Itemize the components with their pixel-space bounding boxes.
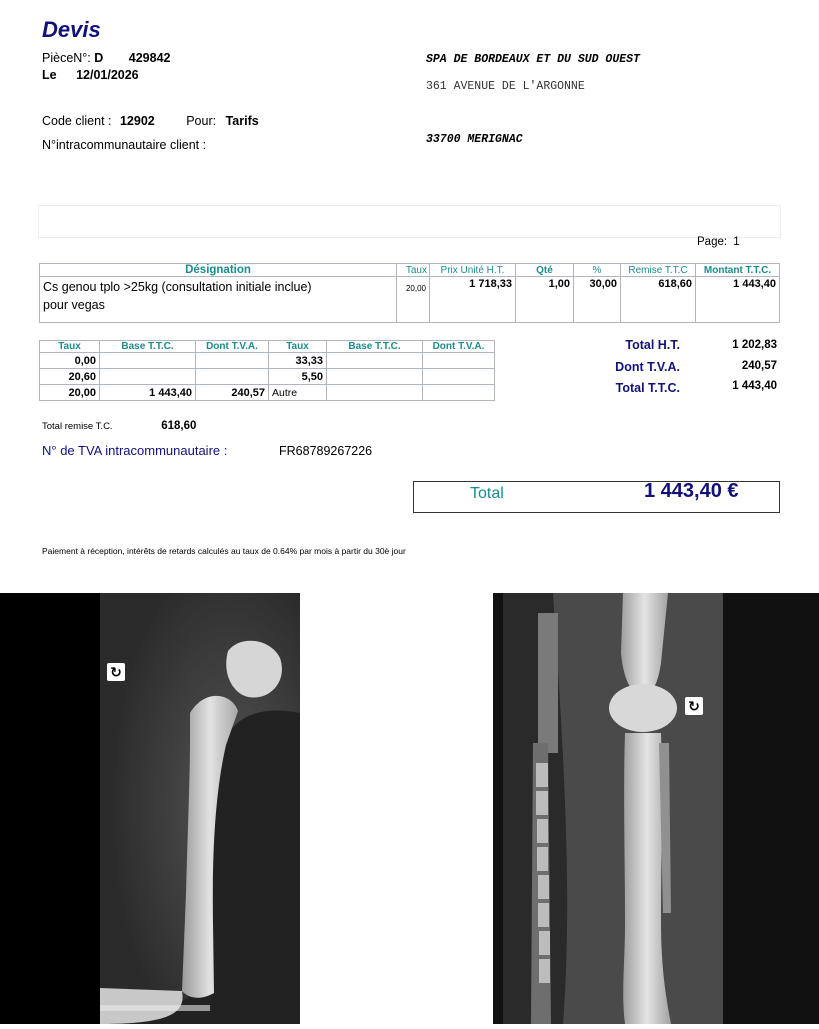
piece-value: 429842 xyxy=(128,51,171,65)
designation-line-2: pour vegas xyxy=(43,298,105,312)
cell-montant: 1 443,40 xyxy=(696,277,780,323)
xray-frontal-leg-image xyxy=(493,593,819,1024)
col-remise: Remise T.T.C xyxy=(621,264,696,277)
cell-taux: 20,00 xyxy=(397,277,430,323)
refresh-icon: ↻ xyxy=(110,665,122,681)
client-code xyxy=(42,114,259,128)
table-row xyxy=(40,385,495,401)
page-label: Page: xyxy=(697,236,728,248)
vat-col-base-1: Base T.T.C. xyxy=(100,341,196,353)
empty-box xyxy=(38,205,781,238)
vat-header-row xyxy=(40,341,495,353)
total-remise xyxy=(42,420,196,432)
vat-base xyxy=(327,369,423,385)
col-montant: Montant T.T.C. xyxy=(696,264,780,277)
cell-designation xyxy=(40,277,397,323)
col-taux: Taux xyxy=(397,264,430,277)
vat-taux: 20,00 xyxy=(40,385,100,401)
total-ht-value: 1 202,83 xyxy=(732,339,777,351)
vat-base xyxy=(327,385,423,401)
vat-tva xyxy=(423,385,495,401)
refresh-icon: ↻ xyxy=(688,699,700,715)
vat-tva xyxy=(196,369,269,385)
piece-number xyxy=(42,51,171,65)
for-value: Tarifs xyxy=(225,114,259,128)
vat-base xyxy=(100,353,196,369)
vat-tva xyxy=(196,353,269,369)
col-pct: % xyxy=(574,264,621,277)
total-ht-label: Total H.T. xyxy=(625,338,680,352)
col-prix: Prix Unité H.T. xyxy=(430,264,516,277)
xray-frontal-leg xyxy=(493,593,819,1024)
total-tva-value: 240,57 xyxy=(741,360,777,372)
piece-prefix: D xyxy=(94,51,104,65)
page-title: Devis xyxy=(42,17,101,42)
vat-taux: 33,33 xyxy=(269,353,327,369)
vat-col-tva-2: Dont T.V.A. xyxy=(423,341,495,353)
payment-note: Paiement à réception, intérêts de retards calculés au taux de 0.64% par mois à partir du 30è jour xyxy=(42,546,406,556)
table-row xyxy=(40,277,780,323)
intra-client-label: N°intracommunautaire client : xyxy=(42,138,207,152)
items-header-row xyxy=(40,264,780,277)
page-value: 1 xyxy=(733,236,740,248)
total-remise-label: Total remise T.C. xyxy=(42,421,113,432)
total-ttc-label: Total T.T.C. xyxy=(615,381,680,395)
vat-base: 1 443,40 xyxy=(100,385,196,401)
table-row xyxy=(40,369,495,385)
date-label: Le xyxy=(42,68,57,82)
cell-remise: 618,60 xyxy=(621,277,696,323)
vat-taux: Autre xyxy=(269,385,327,401)
date-value: 12/01/2026 xyxy=(76,68,139,82)
address-name: SPA DE BORDEAUX ET DU SUD OUEST xyxy=(426,53,640,66)
vat-taux: 0,00 xyxy=(40,353,100,369)
for-label: Pour: xyxy=(186,114,217,128)
cell-prix: 1 718,33 xyxy=(430,277,516,323)
client-code-label: Code client : xyxy=(42,114,112,128)
vat-taux: 20,60 xyxy=(40,369,100,385)
vat-tva xyxy=(423,369,495,385)
cell-pct: 30,00 xyxy=(574,277,621,323)
vat-tva xyxy=(423,353,495,369)
designation-line-1: Cs genou tplo >25kg (consultation initiale inclue) xyxy=(43,280,312,294)
address-street: 361 AVENUE DE L'ARGONNE xyxy=(426,80,585,93)
tva-intra-value: FR68789267226 xyxy=(279,444,373,458)
page-number xyxy=(697,236,740,248)
items-table xyxy=(39,263,780,323)
vat-tva: 240,57 xyxy=(196,385,269,401)
table-row xyxy=(40,353,495,369)
client-code-value: 12902 xyxy=(119,114,155,128)
vat-col-tva-1: Dont T.V.A. xyxy=(196,341,269,353)
xray-lateral-knee-image xyxy=(0,593,300,1024)
vat-taux: 5,50 xyxy=(269,369,327,385)
vat-col-base-2: Base T.T.C. xyxy=(327,341,423,353)
cell-qte: 1,00 xyxy=(516,277,574,323)
vat-base xyxy=(327,353,423,369)
grand-total-box xyxy=(413,481,780,513)
vat-table xyxy=(39,340,495,401)
doc-date xyxy=(42,68,139,82)
total-remise-value: 618,60 xyxy=(161,420,197,432)
col-qte: Qté xyxy=(516,264,574,277)
vat-base xyxy=(100,369,196,385)
piece-label: PièceN°: xyxy=(42,51,91,65)
grand-total-label: Total xyxy=(470,485,504,502)
vat-col-taux-1: Taux xyxy=(40,341,100,353)
total-tva-label: Dont T.V.A. xyxy=(615,360,680,374)
col-designation: Désignation xyxy=(40,264,397,277)
total-ttc-value: 1 443,40 xyxy=(732,380,777,392)
grand-total-value: 1 443,40 € xyxy=(644,480,739,502)
xray-lateral-knee xyxy=(0,593,300,1024)
address-city: 33700 MERIGNAC xyxy=(426,133,523,146)
vat-col-taux-2: Taux xyxy=(269,341,327,353)
tva-intra-label: N° de TVA intracommunautaire : xyxy=(42,443,228,458)
